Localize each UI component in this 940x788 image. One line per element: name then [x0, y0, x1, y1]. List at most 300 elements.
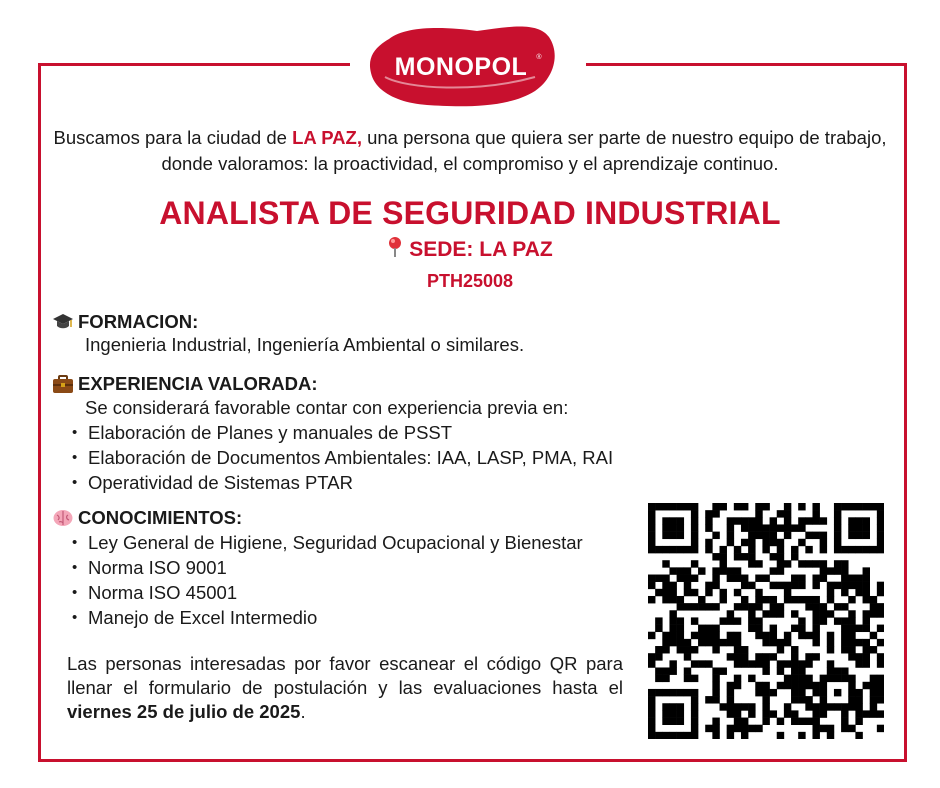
qr-module [712, 553, 719, 560]
qr-module [827, 660, 834, 667]
apply-deadline: viernes 25 de julio de 2025 [67, 701, 301, 722]
qr-module [841, 582, 848, 589]
qr-module [805, 532, 812, 539]
qr-module [770, 582, 777, 589]
qr-module [762, 653, 769, 660]
qr-module [848, 639, 855, 646]
qr-module [863, 639, 870, 646]
qr-module [698, 603, 705, 610]
qr-module [770, 689, 777, 696]
qr-module [812, 682, 819, 689]
qr-module [841, 646, 848, 653]
qr-module [691, 517, 698, 524]
qr-module [863, 503, 870, 510]
qr-module [677, 689, 684, 696]
qr-module [784, 660, 791, 667]
qr-module [727, 567, 734, 574]
qr-module [677, 503, 684, 510]
qr-module [684, 582, 691, 589]
qr-module [805, 546, 812, 553]
qr-module [770, 710, 777, 717]
qr-module [691, 603, 698, 610]
qr-module [855, 689, 862, 696]
qr-module [863, 653, 870, 660]
qr-module [762, 524, 769, 531]
qr-module [855, 639, 862, 646]
qr-module [812, 610, 819, 617]
qr-module [877, 524, 884, 531]
qr-module [648, 517, 655, 524]
brand-name: MONOPOL [394, 53, 528, 81]
qr-module [720, 546, 727, 553]
qr-module [677, 703, 684, 710]
qr-module [727, 689, 734, 696]
qr-module [863, 575, 870, 582]
qr-module [662, 546, 669, 553]
qr-module [770, 553, 777, 560]
location-line [0, 236, 940, 262]
qr-module [877, 582, 884, 589]
qr-module [705, 524, 712, 531]
qr-module [677, 710, 684, 717]
qr-module [648, 660, 655, 667]
qr-module [712, 582, 719, 589]
qr-module [841, 546, 848, 553]
qr-module [748, 703, 755, 710]
qr-module [848, 725, 855, 732]
qr-module [691, 632, 698, 639]
intro-paragraph [50, 125, 890, 177]
qr-module [691, 546, 698, 553]
qr-module [805, 632, 812, 639]
qr-module [827, 703, 834, 710]
qr-module [877, 696, 884, 703]
qr-module [820, 703, 827, 710]
qr-module [770, 632, 777, 639]
qr-module [734, 589, 741, 596]
qr-module [734, 639, 741, 646]
qr-module [791, 553, 798, 560]
qr-module [877, 539, 884, 546]
qr-module [848, 617, 855, 624]
qr-module [669, 524, 676, 531]
qr-module [648, 696, 655, 703]
formacion-text: Ingenieria Industrial, Ingeniería Ambiental o similares. [85, 334, 525, 355]
qr-module [662, 560, 669, 567]
qr-module [855, 710, 862, 717]
qr-module [812, 575, 819, 582]
qr-module [705, 660, 712, 667]
qr-module [812, 639, 819, 646]
experiencia-list [72, 420, 613, 495]
qr-module [734, 553, 741, 560]
qr-module [698, 639, 705, 646]
qr-module [720, 567, 727, 574]
qr-module [820, 575, 827, 582]
qr-module [770, 610, 777, 617]
qr-module [669, 589, 676, 596]
qr-module [677, 517, 684, 524]
apply-instructions [67, 652, 623, 724]
qr-module [712, 639, 719, 646]
qr-module [691, 524, 698, 531]
qr-module [748, 546, 755, 553]
qr-module [834, 524, 841, 531]
qr-module [691, 532, 698, 539]
qr-module [741, 703, 748, 710]
qr-module [777, 560, 784, 567]
qr-module [755, 617, 762, 624]
qr-code[interactable] [648, 503, 884, 739]
qr-module [662, 710, 669, 717]
qr-module [812, 653, 819, 660]
qr-module [727, 710, 734, 717]
qr-module [827, 667, 834, 674]
qr-module [762, 718, 769, 725]
qr-module [669, 732, 676, 739]
qr-module [877, 546, 884, 553]
qr-module [741, 732, 748, 739]
qr-module [798, 718, 805, 725]
qr-module [855, 503, 862, 510]
qr-module [662, 582, 669, 589]
qr-module [791, 625, 798, 632]
qr-module [848, 696, 855, 703]
qr-module [741, 653, 748, 660]
qr-module [734, 546, 741, 553]
qr-module [877, 517, 884, 524]
qr-module [662, 646, 669, 653]
qr-module [798, 660, 805, 667]
qr-module [812, 725, 819, 732]
qr-module [720, 553, 727, 560]
qr-module [691, 660, 698, 667]
qr-module [655, 503, 662, 510]
qr-module [734, 675, 741, 682]
qr-module [877, 610, 884, 617]
qr-module [798, 682, 805, 689]
qr-module [827, 582, 834, 589]
qr-module [812, 603, 819, 610]
qr-module [677, 524, 684, 531]
qr-module [798, 689, 805, 696]
qr-module [777, 732, 784, 739]
qr-module [777, 667, 784, 674]
qr-module [798, 625, 805, 632]
qr-module [691, 725, 698, 732]
qr-module [820, 603, 827, 610]
qr-module [691, 696, 698, 703]
qr-module [712, 682, 719, 689]
qr-module [870, 610, 877, 617]
experiencia-intro: Se considerará favorable contar con experiencia previa en: [85, 397, 569, 418]
qr-module [684, 639, 691, 646]
qr-module [834, 675, 841, 682]
qr-module [691, 503, 698, 510]
qr-module [855, 589, 862, 596]
qr-module [698, 596, 705, 603]
qr-module [755, 524, 762, 531]
qr-module [812, 718, 819, 725]
qr-module [812, 625, 819, 632]
qr-module [820, 567, 827, 574]
qr-module [841, 675, 848, 682]
qr-module [677, 617, 684, 624]
qr-module [748, 625, 755, 632]
qr-module [734, 653, 741, 660]
qr-module [855, 517, 862, 524]
qr-module [827, 567, 834, 574]
qr-module [705, 539, 712, 546]
qr-module [834, 546, 841, 553]
qr-module [848, 532, 855, 539]
qr-module [734, 710, 741, 717]
job-title: ANALISTA DE SEGURIDAD INDUSTRIAL [159, 195, 781, 231]
qr-module [812, 617, 819, 624]
qr-module [755, 517, 762, 524]
qr-module [698, 632, 705, 639]
qr-module [870, 646, 877, 653]
qr-module [855, 524, 862, 531]
qr-module [834, 567, 841, 574]
qr-module [841, 625, 848, 632]
qr-module [669, 639, 676, 646]
qr-module [727, 725, 734, 732]
qr-module [870, 603, 877, 610]
qr-module [870, 503, 877, 510]
qr-module [877, 625, 884, 632]
qr-module [648, 510, 655, 517]
qr-module [812, 532, 819, 539]
qr-module [677, 718, 684, 725]
qr-module [777, 567, 784, 574]
qr-module [805, 560, 812, 567]
qr-module [877, 682, 884, 689]
qr-module [662, 718, 669, 725]
list-item: • Ley General de Higiene, Seguridad Ocupacional y Bienestar [72, 530, 583, 555]
qr-module [798, 596, 805, 603]
qr-module [841, 617, 848, 624]
qr-module [691, 718, 698, 725]
qr-module [827, 639, 834, 646]
qr-module [734, 517, 741, 524]
brain-icon [52, 507, 74, 529]
qr-module [770, 517, 777, 524]
qr-module [684, 567, 691, 574]
qr-module [705, 546, 712, 553]
qr-module [734, 682, 741, 689]
qr-module [669, 596, 676, 603]
qr-module [841, 567, 848, 574]
qr-module [662, 524, 669, 531]
qr-module [712, 567, 719, 574]
qr-module [669, 503, 676, 510]
qr-module [748, 710, 755, 717]
qr-module [777, 582, 784, 589]
qr-module [812, 710, 819, 717]
qr-module [784, 589, 791, 596]
qr-module [834, 667, 841, 674]
qr-module [841, 703, 848, 710]
qr-module [712, 603, 719, 610]
qr-module [669, 546, 676, 553]
qr-module [820, 689, 827, 696]
qr-module [834, 539, 841, 546]
qr-module [691, 560, 698, 567]
qr-module [734, 725, 741, 732]
list-item: • Norma ISO 45001 [72, 580, 583, 605]
qr-module [662, 596, 669, 603]
qr-module [855, 582, 862, 589]
qr-module [863, 617, 870, 624]
qr-module [798, 617, 805, 624]
qr-module [684, 732, 691, 739]
qr-module [648, 524, 655, 531]
qr-module [662, 575, 669, 582]
qr-module [805, 517, 812, 524]
qr-module [741, 596, 748, 603]
qr-module [712, 510, 719, 517]
qr-module [655, 617, 662, 624]
qr-module [662, 517, 669, 524]
qr-module [798, 667, 805, 674]
qr-module [784, 703, 791, 710]
qr-module [691, 617, 698, 624]
qr-module [741, 603, 748, 610]
qr-module [798, 696, 805, 703]
qr-module [669, 582, 676, 589]
qr-module [705, 639, 712, 646]
qr-module [720, 560, 727, 567]
qr-module [691, 510, 698, 517]
qr-module [734, 567, 741, 574]
qr-module [720, 639, 727, 646]
qr-module [684, 546, 691, 553]
qr-module [669, 632, 676, 639]
qr-module [734, 617, 741, 624]
qr-module [677, 632, 684, 639]
qr-module [848, 682, 855, 689]
qr-module [669, 660, 676, 667]
qr-module [684, 667, 691, 674]
qr-module [684, 653, 691, 660]
qr-module [777, 646, 784, 653]
qr-module [705, 696, 712, 703]
qr-module [805, 603, 812, 610]
intro-city: LA PAZ, [292, 127, 362, 148]
qr-module [712, 696, 719, 703]
qr-module [762, 596, 769, 603]
qr-module [855, 696, 862, 703]
qr-module [863, 524, 870, 531]
qr-module [855, 625, 862, 632]
qr-module [755, 503, 762, 510]
qr-module [770, 653, 777, 660]
qr-module [662, 532, 669, 539]
qr-module [827, 632, 834, 639]
qr-module [698, 567, 705, 574]
qr-module [741, 539, 748, 546]
qr-module [834, 703, 841, 710]
qr-module [762, 710, 769, 717]
qr-module [734, 603, 741, 610]
qr-module [877, 660, 884, 667]
qr-module [755, 625, 762, 632]
apply-end: . [300, 701, 306, 722]
qr-module [727, 703, 734, 710]
qr-module [848, 517, 855, 524]
qr-module [784, 582, 791, 589]
qr-module [655, 732, 662, 739]
qr-module [677, 732, 684, 739]
qr-module [798, 732, 805, 739]
qr-module [791, 696, 798, 703]
qr-module [705, 632, 712, 639]
qr-module [741, 553, 748, 560]
intro-after: una persona que quiera ser parte de nuestro equipo de trabajo, donde valoramos: la proactividad, el compromiso y el aprendizaje continuo. [161, 127, 887, 174]
qr-module [877, 639, 884, 646]
qr-module [791, 596, 798, 603]
qr-module [784, 682, 791, 689]
qr-module [863, 710, 870, 717]
qr-module [870, 710, 877, 717]
qr-module [784, 560, 791, 567]
qr-module [720, 596, 727, 603]
qr-module [648, 718, 655, 725]
qr-module [841, 503, 848, 510]
qr-module [827, 646, 834, 653]
qr-module [855, 575, 862, 582]
qr-module [777, 610, 784, 617]
qr-module [677, 639, 684, 646]
qr-module [655, 667, 662, 674]
graduation-cap-icon [52, 311, 74, 333]
qr-module [669, 610, 676, 617]
qr-module [648, 582, 655, 589]
qr-module [841, 589, 848, 596]
qr-module [863, 532, 870, 539]
registered-mark: ® [536, 54, 542, 61]
qr-module [762, 575, 769, 582]
qr-module [755, 689, 762, 696]
qr-module [705, 725, 712, 732]
conocimientos-list [72, 530, 583, 630]
qr-module [848, 675, 855, 682]
qr-module [798, 560, 805, 567]
qr-module [863, 625, 870, 632]
qr-module [820, 617, 827, 624]
qr-module [834, 503, 841, 510]
qr-module [662, 675, 669, 682]
qr-module [734, 632, 741, 639]
qr-module [662, 703, 669, 710]
qr-module [877, 510, 884, 517]
qr-module [812, 703, 819, 710]
qr-module [741, 725, 748, 732]
qr-module [755, 560, 762, 567]
qr-module [691, 703, 698, 710]
qr-module [827, 589, 834, 596]
qr-module [784, 503, 791, 510]
qr-module [870, 703, 877, 710]
qr-module [805, 653, 812, 660]
qr-module [777, 546, 784, 553]
qr-module [877, 675, 884, 682]
qr-module [748, 539, 755, 546]
qr-module [848, 632, 855, 639]
qr-module [648, 632, 655, 639]
qr-module [805, 660, 812, 667]
